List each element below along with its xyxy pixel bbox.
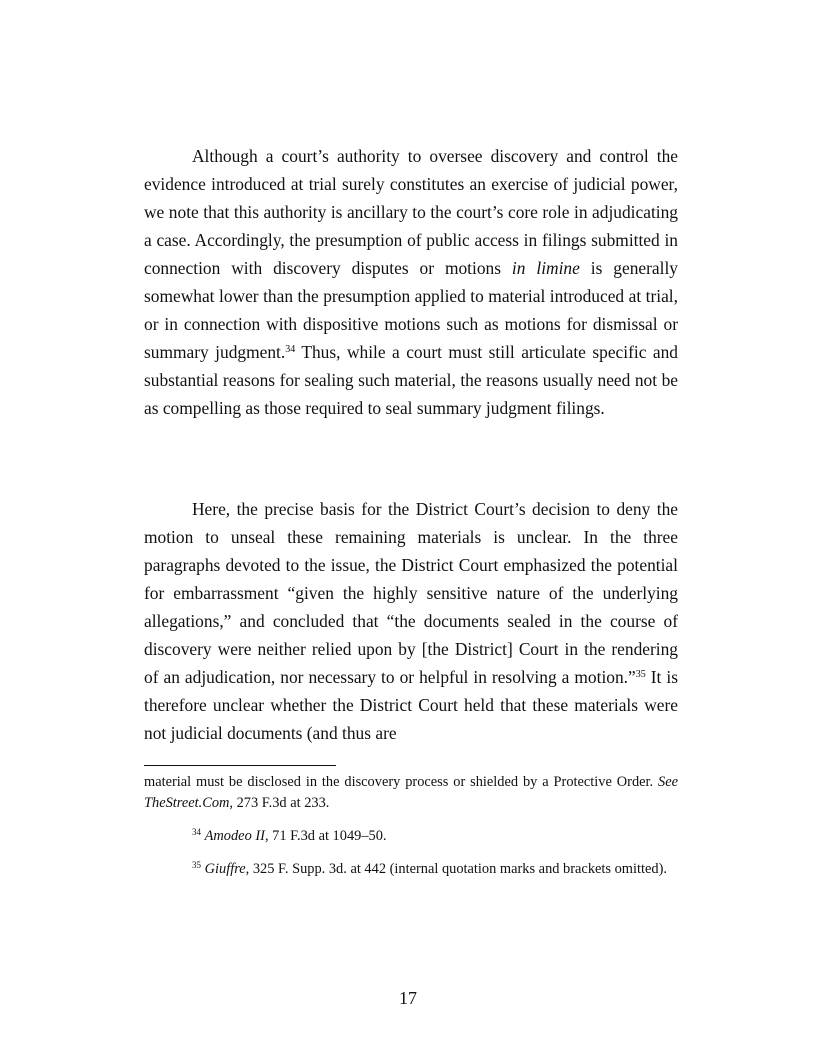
case-citation: Amodeo II bbox=[204, 828, 265, 844]
footnote-continued bbox=[144, 772, 678, 813]
body-paragraph-2 bbox=[144, 495, 678, 747]
footnote-text: , 273 F.3d at 233. bbox=[229, 794, 330, 811]
case-citation: See TheStreet.Com bbox=[144, 774, 678, 811]
italic-term: in limine bbox=[511, 258, 580, 278]
paragraph-text: is generally somewhat lower than the presumption applied to material introduced at trial, or in connection with dispositive motions such as motions for dismissal or summary judgment. bbox=[144, 258, 678, 362]
case-citation: Giuffre bbox=[204, 861, 246, 877]
footnote-34 bbox=[144, 826, 678, 847]
footnote-reference-35[interactable]: 35 bbox=[635, 669, 646, 680]
paragraph-text: Although a court’s authority to oversee discovery and control the evidence introduced at trial surely constitutes an exercise of judicial power, we note that this authority is ancillary to the court’s core role in adjudicating a case. Accordingly, the presumption of public access in filings submitted in connection with discovery disputes or motions bbox=[144, 146, 678, 278]
footnote-separator bbox=[144, 765, 336, 766]
footnote-number: 34 bbox=[192, 827, 201, 837]
paragraph-text: It is therefore unclear whether the District Court held that these materials were not judicial documents (and thus are bbox=[144, 667, 679, 743]
footnote-text: , 325 F. Supp. 3d. at 442 (internal quotation marks and brackets omitted). bbox=[245, 861, 667, 877]
footnote-35 bbox=[144, 859, 678, 880]
body-paragraph-1 bbox=[144, 142, 678, 422]
footnote-text: , 71 F.3d at 1049–50. bbox=[264, 828, 387, 844]
footnote-reference-34[interactable]: 34 bbox=[285, 344, 296, 355]
paragraph-text: Thus, while a court must still articulate specific and substantial reasons for sealing such material, the reasons usually need not be as compelling as those required to seal summary judgment filings. bbox=[144, 342, 678, 418]
footnote-text: material must be disclosed in the discovery process or shielded by a Protective Order. bbox=[144, 774, 659, 790]
paragraph-text: Here, the precise basis for the District Court’s decision to deny the motion to unseal these remaining materials is unclear. In the three paragraphs devoted to the issue, the District Court emphasized the potential for embarrassment “given the highly sensitive nature of the underlying allegations,” and concluded that “the documents sealed in the course of discovery were neither relied upon by [the District] Court in the rendering of an adjudication, nor necessary to or helpful in resolving a motion.” bbox=[144, 499, 678, 687]
page-number: 17 bbox=[399, 988, 417, 1008]
footnote-number: 35 bbox=[192, 860, 201, 870]
